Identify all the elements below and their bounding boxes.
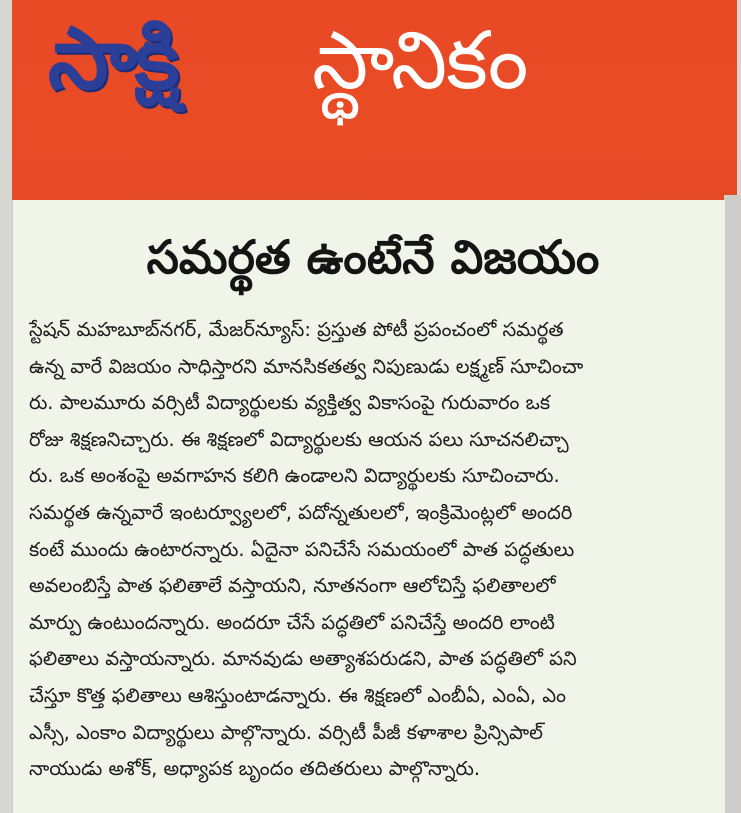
body-line: అవలంబిస్తే పాత ఫలితాలే వస్తాయని, నూతనంగా ఆలోచిస్తే ఫలితాలలో [29, 574, 556, 598]
newspaper-logo: సాక్షి [48, 9, 178, 109]
masthead-banner [12, 0, 737, 200]
body-line: రు. పాలమూరు వర్సిటీ విద్యార్థులకు వ్యక్తిత్వ వికాసంపై గురువారం ఒక [29, 391, 551, 415]
article-headline: సమర్థత ఉంటేనే విజయం [146, 230, 600, 284]
article-clipping [12, 200, 725, 813]
article-body [29, 312, 719, 788]
body-line: ఎస్సీ, ఎంకాం విద్యార్థులు పాల్గొన్నారు. వర్సిటీ పీజీ కళాశాల ప్రిన్సిపాల్ [29, 720, 543, 744]
body-line: రు. ఒక అంశంపై అవగాహన కలిగి ఉండాలని విద్యార్థులకు సూచించారు. [29, 464, 560, 488]
body-line: ఉన్న వారే విజయం సాధిస్తారని మానసికతత్వ నిపుణుడు లక్ష్మణ్ సూచించా [29, 354, 584, 378]
body-line: సమర్థత ఉన్నవారే ఇంటర్వ్యూలలో, పదోన్నతులలో, ఇంక్రిమెంట్లలో అందరి [29, 500, 573, 524]
body-line: రోజు శిక్షణనిచ్చారు. ఈ శిక్షణలో విద్యార్థులకు ఆయన పలు సూచనలిచ్చా [29, 427, 569, 451]
body-line: చేస్తూ కొత్త ఫలితాలు ఆశిస్తుంటాడన్నారు. ఈ శిక్షణలో ఎంబీఏ, ఎంఏ, ఎం [29, 683, 567, 707]
body-line: మార్పు ఉంటుందన్నారు. అందరూ చేసే పద్ధతిలో పనిచేస్తే అందరి లాంటి [29, 610, 555, 634]
body-line: ఫలితాలు వస్తాయన్నారు. మానవుడు అత్యాశపరుడని, పాత పద్ధతిలో పని [29, 647, 577, 671]
body-line: నాయుడు అశోక్, అధ్యాపక బృందం తదితరులు పాల్గొన్నారు. [29, 757, 481, 781]
body-line: స్టేషన్ మహబూబ్‌నగర్, మేజర్‌న్యూస్: ప్రస్తుత పోటీ ప్రపంచంలో సమర్థత [29, 318, 564, 341]
body-line: కంటే ముందు ఉంటారన్నారు. ఏదైనా పనిచేసే సమయంలో పాత పద్ధతులు [29, 537, 575, 561]
scan-edge [724, 195, 741, 813]
section-title: స్థానికం [312, 14, 528, 107]
